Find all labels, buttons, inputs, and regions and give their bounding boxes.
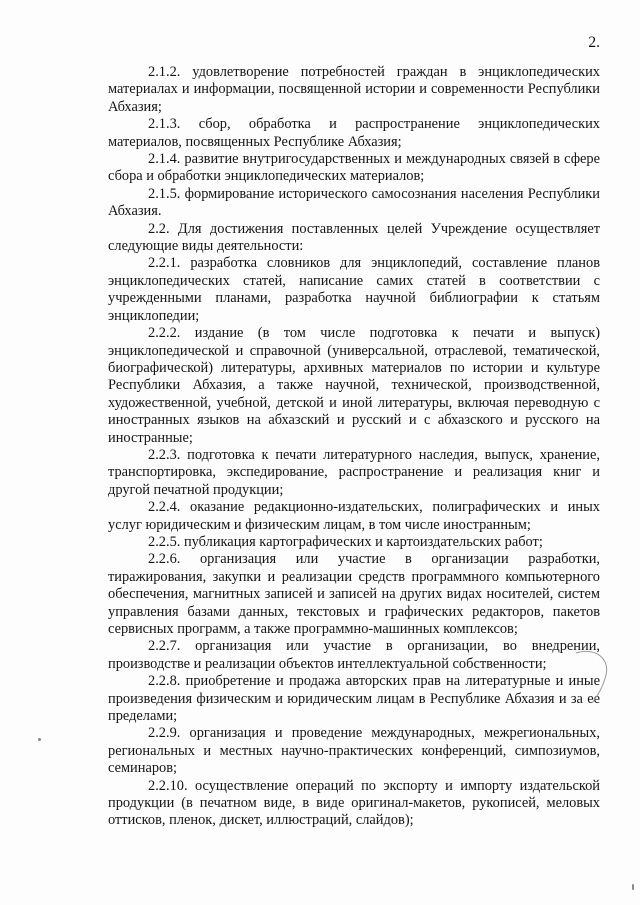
paragraph-2-2: 2.2. Для достижения поставленных целей Учреждение осуществляет следующие виды деятельности: (108, 220, 600, 255)
paragraph-2-1-4: 2.1.4. развитие внутригосударственных и международных связей в сфере сбора и обработки энциклопедических материалов; (108, 151, 600, 185)
paragraph-2-2-2: 2.2.2. издание (в том числе подготовка к печати и выпуск) энциклопедической и справочной (универсальной, отраслевой, тематической, биографической) литературы, архивных материалов по истории и культуре Республики Абхазия, а также научной, технической, производственной, художественной, учебной, детской и иной литературы, включая переводную с иностранных языков на абхазский и русский и с абхазского и русского на иностранные; (108, 325, 600, 446)
paragraph-2-2-3: 2.2.3. подготовка к печати литературного наследия, выпуск, хранение, транспортировка, экспедирование, распространение и реализация книг и другой печатной продукции; (108, 446, 600, 498)
scan-speck-left (38, 738, 41, 741)
scan-speck-right (632, 884, 634, 890)
paragraph-2-2-1: 2.2.1. разработка словников для энциклопедий, составление планов энциклопедических статей, написание самих статей в соответствии с учрежденными планами, разработка научной библиографии к статьям энциклопедии; (108, 255, 600, 324)
paragraph-2-1-3: 2.1.3. сбор, обработка и распространение энциклопедических материалов, посвященных Республике Абхазия; (108, 116, 600, 150)
pen-mark-arc (562, 645, 622, 705)
paragraph-2-2-5: 2.2.5. публикация картографических и картоиздательских работ; (148, 533, 543, 550)
paragraph-2-1-5: 2.1.5. формирование исторического самосознания населения Республики Абхазия. (108, 185, 600, 220)
paragraph-2-2-7: 2.2.7. организация или участие в организации, во внедрении, производстве и реализации объектов интеллектуальной собственности; (108, 638, 600, 672)
paragraph-2-2-4: 2.2.4. оказание редакционно-издательских, полиграфических и иных услуг юридическим и физическим лицам, в том числе иностранным; (108, 499, 600, 533)
page-number: 2. (588, 34, 600, 51)
paragraph-2-2-8: 2.2.8. приобретение и продажа авторских прав на литературные и иные произведения физическим и юридическим лицам в Республике Абхазия и за ее пределами; (108, 673, 600, 725)
paragraph-2-1-2: 2.1.2. удовлетворение потребностей граждан в энциклопедических материалах и информации, посвященной истории и современности Республики Абхазия; (108, 64, 600, 115)
paragraph-2-2-10: 2.2.10. осуществление операций по экспорту и импорту издательской продукции (в печатном виде, в виде оригинал-макетов, рукописей, меловых оттисков, пленок, дискет, иллюстраций, слайдов); (108, 777, 600, 829)
paragraph-2-2-6: 2.2.6. организация или участие в организации разработки, тиражирования, закупки и реализации средств программного компьютерного обеспечения, магнитных записей и записей на других видах носителей, систем управления базами данных, текстовых и графических редакторов, пакетов сервисных программ, а также программно-машинных комплексов; (108, 551, 600, 637)
document-body (108, 64, 600, 830)
paragraph-2-2-9: 2.2.9. организация и проведение международных, межрегиональных, региональных и местных научно-практических конференций, симпозиумов, семинаров; (108, 725, 600, 777)
